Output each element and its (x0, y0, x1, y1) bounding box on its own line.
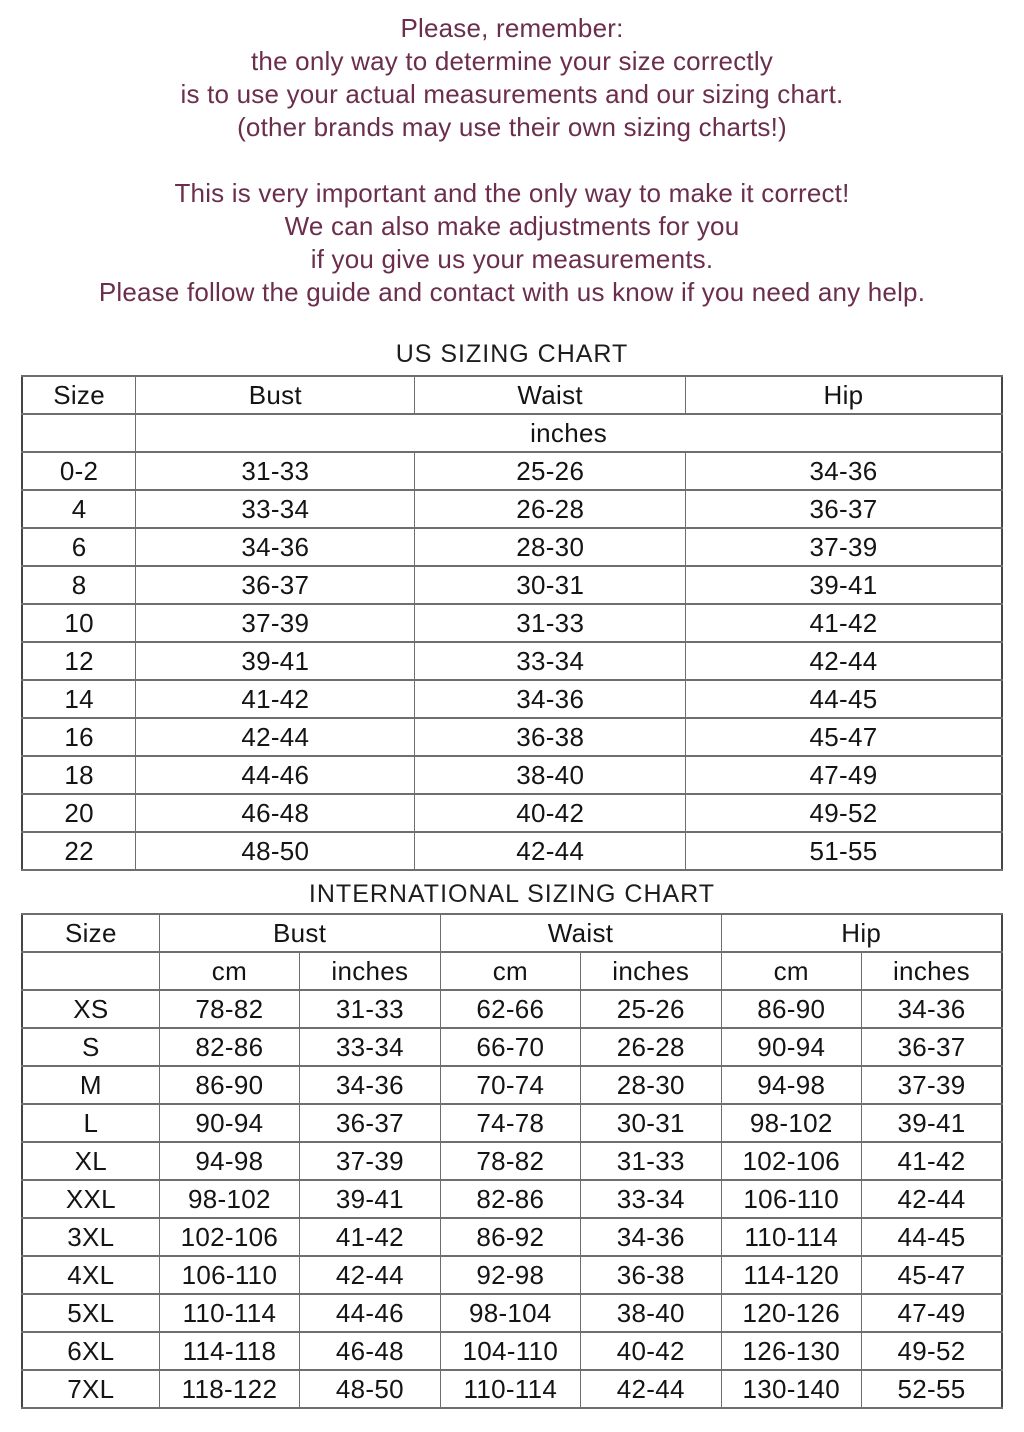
table-cell: 25-26 (581, 990, 721, 1028)
unit-header-bust-inches: inches (300, 952, 440, 990)
table-row (22, 990, 1002, 1028)
table-cell: 104-110 (440, 1332, 580, 1370)
table-cell: 94-98 (159, 1142, 299, 1180)
table-cell: 47-49 (861, 1294, 1002, 1332)
international-sizing-table (21, 913, 1003, 1409)
table-cell: 14 (22, 680, 136, 718)
table-cell: 110-114 (721, 1218, 861, 1256)
table-row (22, 756, 1002, 794)
intro-text-block (0, 0, 1024, 309)
table-cell: 62-66 (440, 990, 580, 1028)
table-cell: 41-42 (685, 604, 1002, 642)
column-header-waist: Waist (415, 376, 685, 414)
table-cell: 130-140 (721, 1370, 861, 1408)
unit-header-bust-cm: cm (159, 952, 299, 990)
table-cell: 46-48 (300, 1332, 440, 1370)
intro-paragraph-2 (0, 177, 1024, 309)
table-row (22, 1256, 1002, 1294)
table-cell: 82-86 (440, 1180, 580, 1218)
table-cell: 82-86 (159, 1028, 299, 1066)
table-row (22, 680, 1002, 718)
unit-header-waist-cm: cm (440, 952, 580, 990)
table-cell: 33-34 (581, 1180, 721, 1218)
table-cell: 48-50 (136, 832, 415, 870)
table-cell: 30-31 (581, 1104, 721, 1142)
table-cell: 8 (22, 566, 136, 604)
table-cell: 34-36 (136, 528, 415, 566)
table-cell: 39-41 (685, 566, 1002, 604)
table-cell: 70-74 (440, 1066, 580, 1104)
table-cell: 38-40 (581, 1294, 721, 1332)
table-cell: 98-104 (440, 1294, 580, 1332)
table-row (22, 528, 1002, 566)
table-cell: 33-34 (300, 1028, 440, 1066)
table-cell: 39-41 (300, 1180, 440, 1218)
table-row (22, 1218, 1002, 1256)
intro-line: if you give us your measurements. (310, 244, 714, 274)
table-cell: 25-26 (415, 452, 685, 490)
table-cell: 86-92 (440, 1218, 580, 1256)
table-cell: 47-49 (685, 756, 1002, 794)
intro-line: Please, remember: (400, 13, 624, 43)
table-cell: 44-46 (300, 1294, 440, 1332)
table-row (22, 1332, 1002, 1370)
table-cell: 41-42 (136, 680, 415, 718)
intl-chart-title: INTERNATIONAL SIZING CHART (308, 880, 716, 908)
table-cell: 40-42 (581, 1332, 721, 1370)
table-cell: 20 (22, 794, 136, 832)
table-cell: 28-30 (415, 528, 685, 566)
unit-header-hip-cm: cm (721, 952, 861, 990)
table-cell: 4XL (22, 1256, 159, 1294)
table-cell: 39-41 (861, 1104, 1002, 1142)
table-cell: 26-28 (581, 1028, 721, 1066)
table-cell: 5XL (22, 1294, 159, 1332)
table-cell: 98-102 (721, 1104, 861, 1142)
table-row (22, 566, 1002, 604)
table-cell: 42-44 (581, 1370, 721, 1408)
table-cell: 66-70 (440, 1028, 580, 1066)
table-row (22, 490, 1002, 528)
table-cell: 110-114 (159, 1294, 299, 1332)
intro-line: Please follow the guide and contact with us know if you need any help. (98, 277, 926, 307)
table-cell: 0-2 (22, 452, 136, 490)
table-cell: 90-94 (721, 1028, 861, 1066)
intro-line: the only way to determine your size correctly (251, 46, 773, 76)
table-cell: 78-82 (159, 990, 299, 1028)
table-cell: XS (22, 990, 159, 1028)
table-cell: 114-120 (721, 1256, 861, 1294)
table-row (22, 1066, 1002, 1104)
unit-header-inches: inches (136, 414, 1002, 452)
column-header-size: Size (22, 376, 136, 414)
intro-line: (other brands may use their own sizing charts!) (237, 112, 787, 142)
table-cell: 102-106 (721, 1142, 861, 1180)
table-row (22, 1104, 1002, 1142)
table-cell: 126-130 (721, 1332, 861, 1370)
table-cell: 44-45 (685, 680, 1002, 718)
unit-header-hip-inches: inches (861, 952, 1002, 990)
intro-line: is to use your actual measurements and our sizing chart. (180, 79, 844, 109)
intl-unit-row (22, 952, 1002, 990)
table-cell: 44-45 (861, 1218, 1002, 1256)
table-cell: 42-44 (136, 718, 415, 756)
table-cell: 36-37 (136, 566, 415, 604)
table-row (22, 1142, 1002, 1180)
table-cell: 26-28 (415, 490, 685, 528)
table-cell: 114-118 (159, 1332, 299, 1370)
table-cell: 36-37 (861, 1028, 1002, 1066)
table-cell: 86-90 (159, 1066, 299, 1104)
table-cell: 37-39 (136, 604, 415, 642)
intl-header-row (22, 914, 1002, 952)
table-cell: 30-31 (415, 566, 685, 604)
table-cell: 36-38 (415, 718, 685, 756)
table-cell: 98-102 (159, 1180, 299, 1218)
column-header-hip: Hip (685, 376, 1002, 414)
table-cell: 4 (22, 490, 136, 528)
table-cell: 45-47 (685, 718, 1002, 756)
us-table-header (22, 376, 1002, 452)
intro-line: This is very important and the only way to make it correct! (174, 178, 850, 208)
table-cell: 31-33 (415, 604, 685, 642)
column-header-hip: Hip (721, 914, 1002, 952)
table-cell: 10 (22, 604, 136, 642)
table-cell: 34-36 (861, 990, 1002, 1028)
table-cell: XXL (22, 1180, 159, 1218)
table-cell: 31-33 (136, 452, 415, 490)
intro-paragraph-1 (0, 12, 1024, 144)
table-cell: 37-39 (861, 1066, 1002, 1104)
unit-header-waist-inches: inches (581, 952, 721, 990)
table-cell: 6 (22, 528, 136, 566)
table-row (22, 452, 1002, 490)
table-cell: 22 (22, 832, 136, 870)
column-header-size: Size (22, 914, 159, 952)
table-cell: 106-110 (721, 1180, 861, 1218)
table-cell: 118-122 (159, 1370, 299, 1408)
table-cell: 74-78 (440, 1104, 580, 1142)
table-cell: 34-36 (300, 1066, 440, 1104)
table-cell: 86-90 (721, 990, 861, 1028)
us-sizing-table (21, 375, 1003, 871)
table-cell: 46-48 (136, 794, 415, 832)
table-cell: 44-46 (136, 756, 415, 794)
table-cell: 34-36 (581, 1218, 721, 1256)
table-cell: 12 (22, 642, 136, 680)
us-chart-title: US SIZING CHART (395, 340, 629, 368)
table-cell: 3XL (22, 1218, 159, 1256)
table-cell: 120-126 (721, 1294, 861, 1332)
table-row (22, 1180, 1002, 1218)
table-cell: 18 (22, 756, 136, 794)
table-cell: 94-98 (721, 1066, 861, 1104)
intl-table-header (22, 914, 1002, 990)
table-cell: 40-42 (415, 794, 685, 832)
table-cell: 52-55 (861, 1370, 1002, 1408)
empty-cell (22, 414, 136, 452)
table-cell: 34-36 (415, 680, 685, 718)
table-cell: 90-94 (159, 1104, 299, 1142)
table-cell: 102-106 (159, 1218, 299, 1256)
table-cell: 49-52 (685, 794, 1002, 832)
table-cell: S (22, 1028, 159, 1066)
table-cell: 42-44 (415, 832, 685, 870)
table-cell: 78-82 (440, 1142, 580, 1180)
table-cell: 48-50 (300, 1370, 440, 1408)
table-cell: 106-110 (159, 1256, 299, 1294)
table-cell: 42-44 (861, 1180, 1002, 1218)
table-row (22, 1370, 1002, 1408)
column-header-bust: Bust (159, 914, 440, 952)
table-row (22, 718, 1002, 756)
empty-cell (22, 952, 159, 990)
table-cell: L (22, 1104, 159, 1142)
table-cell: 31-33 (581, 1142, 721, 1180)
table-cell: 31-33 (300, 990, 440, 1028)
table-cell: 33-34 (136, 490, 415, 528)
table-cell: 37-39 (685, 528, 1002, 566)
us-unit-row (22, 414, 1002, 452)
table-cell: 41-42 (861, 1142, 1002, 1180)
table-cell: 49-52 (861, 1332, 1002, 1370)
table-cell: 36-37 (300, 1104, 440, 1142)
table-cell: 16 (22, 718, 136, 756)
table-row (22, 1294, 1002, 1332)
table-cell: 36-38 (581, 1256, 721, 1294)
table-cell: 6XL (22, 1332, 159, 1370)
table-cell: 51-55 (685, 832, 1002, 870)
table-row (22, 1028, 1002, 1066)
table-cell: 7XL (22, 1370, 159, 1408)
table-row (22, 794, 1002, 832)
intl-table-body (22, 990, 1002, 1408)
table-cell: 28-30 (581, 1066, 721, 1104)
table-cell: 39-41 (136, 642, 415, 680)
table-cell: 36-37 (685, 490, 1002, 528)
table-row (22, 832, 1002, 870)
table-cell: 41-42 (300, 1218, 440, 1256)
table-cell: 92-98 (440, 1256, 580, 1294)
table-cell: 42-44 (685, 642, 1002, 680)
table-cell: 38-40 (415, 756, 685, 794)
us-header-row (22, 376, 1002, 414)
us-table-body (22, 452, 1002, 870)
table-cell: 37-39 (300, 1142, 440, 1180)
table-row (22, 642, 1002, 680)
column-header-waist: Waist (440, 914, 721, 952)
column-header-bust: Bust (136, 376, 415, 414)
table-cell: 33-34 (415, 642, 685, 680)
intro-line: We can also make adjustments for you (284, 211, 740, 241)
table-cell: 42-44 (300, 1256, 440, 1294)
table-cell: XL (22, 1142, 159, 1180)
table-cell: M (22, 1066, 159, 1104)
table-cell: 110-114 (440, 1370, 580, 1408)
table-cell: 45-47 (861, 1256, 1002, 1294)
table-row (22, 604, 1002, 642)
table-cell: 34-36 (685, 452, 1002, 490)
